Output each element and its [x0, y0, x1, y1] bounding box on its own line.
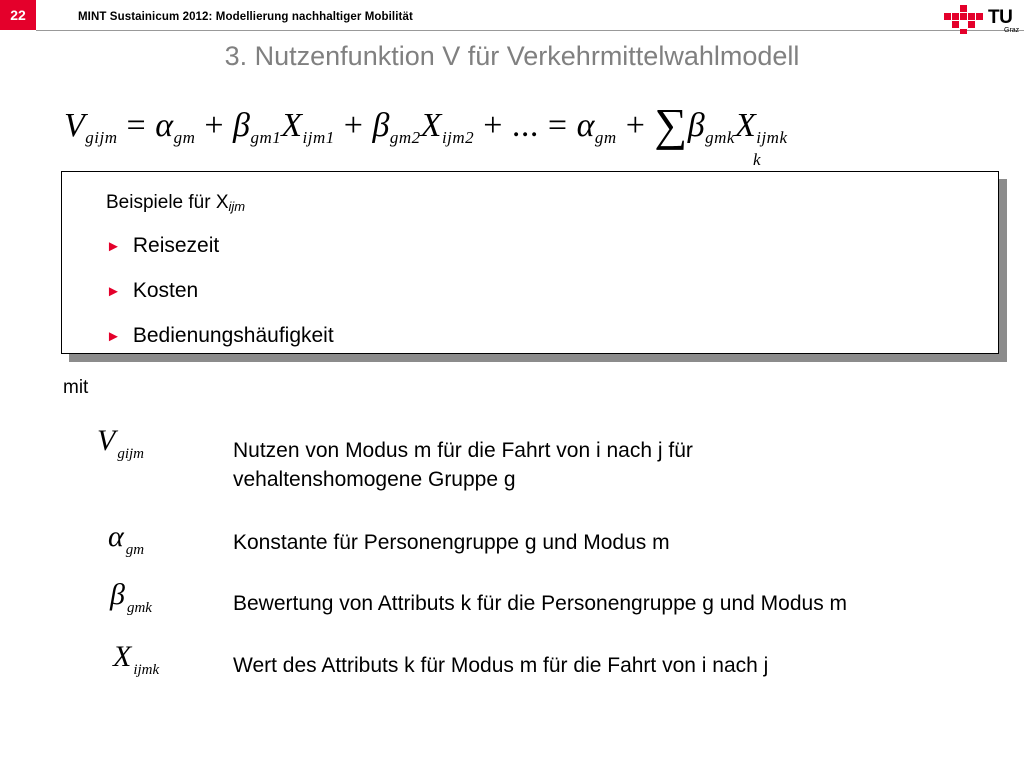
- formula-subscript: gm1: [250, 128, 282, 147]
- summation-sign: ∑: [654, 99, 688, 150]
- list-item: [106, 234, 219, 258]
- formula-symbol: β: [233, 107, 251, 144]
- formula-operator: +: [195, 107, 234, 144]
- list-item-label: Bedienungshäufigkeit: [132, 324, 334, 347]
- definition-symbol-base: X: [113, 640, 132, 673]
- formula-operator: +: [616, 107, 655, 144]
- definition-symbol: [113, 640, 159, 679]
- course-title: MINT Sustainicum 2012: Modellierung nachhaltiger Mobilität: [78, 11, 413, 23]
- formula-subscript: ijm2: [441, 128, 475, 147]
- formula-symbol: X: [734, 107, 757, 144]
- examples-heading: [106, 192, 245, 214]
- formula-subscript: gm: [594, 128, 617, 147]
- list-item: [106, 279, 198, 303]
- definition-symbol-base: V: [97, 424, 116, 457]
- formula-subscript: gmk: [705, 128, 735, 147]
- slide-title: 3. Nutzenfunktion V für Verkehrmittelwahlmodell: [224, 41, 800, 71]
- bullet-arrow-icon: ►: [106, 282, 121, 300]
- formula-subscript: gm2: [389, 128, 421, 147]
- formula-operator: =: [538, 107, 577, 144]
- examples-heading-text: Beispiele für X: [106, 192, 229, 213]
- formula-subscript: ijmk: [756, 128, 788, 147]
- definition-symbol-base: α: [108, 520, 124, 553]
- definition-symbol-subscript: gijm: [117, 446, 144, 462]
- definition-symbol: [108, 520, 144, 559]
- formula-symbol: X: [420, 107, 442, 144]
- formula-symbol: V: [64, 107, 86, 144]
- tu-graz-logo: [944, 5, 1020, 37]
- definition-symbol: [97, 424, 144, 463]
- list-item-label: Reisezeit: [132, 234, 220, 257]
- formula-symbol: α: [155, 107, 174, 144]
- formula-symbol: α: [576, 107, 595, 144]
- header-divider: [36, 30, 1024, 31]
- formula-operator: =: [117, 107, 156, 144]
- tu-graz-logo-mark: [944, 5, 988, 35]
- summation-index: k: [753, 150, 761, 169]
- formula-subscript: ijm1: [302, 128, 335, 147]
- logo-subtext: Graz: [1004, 27, 1020, 34]
- mit-label: mit: [63, 377, 89, 398]
- formula-subscript: gm: [173, 128, 196, 147]
- definition-symbol-subscript: ijmk: [133, 662, 160, 678]
- definition-text: Nutzen von Modus m für die Fahrt von i nach j für vehaltenshomogene Gruppe g: [233, 439, 693, 491]
- formula-operator: + ...: [474, 107, 539, 144]
- bullet-arrow-icon: ►: [106, 237, 121, 255]
- definition-symbol-subscript: gm: [125, 542, 145, 558]
- definition-symbol-subscript: gmk: [126, 600, 152, 616]
- formula-operator: +: [334, 107, 373, 144]
- examples-box: [61, 171, 999, 354]
- utility-formula: [64, 98, 788, 151]
- list-item: [106, 324, 334, 348]
- formula-symbol: X: [281, 107, 303, 144]
- examples-heading-subscript: ijm: [228, 199, 246, 214]
- formula-symbol: β: [687, 107, 706, 144]
- bullet-arrow-icon: ►: [106, 327, 121, 345]
- definition-symbol: [110, 578, 152, 617]
- definition-symbol-base: β: [110, 578, 125, 611]
- slide-number: 22: [0, 0, 36, 30]
- list-item-label: Kosten: [132, 279, 199, 302]
- definition-text: Konstante für Personengruppe g und Modus m: [233, 531, 670, 554]
- formula-subscript: gijm: [85, 128, 118, 147]
- logo-text: TU: [988, 7, 1013, 28]
- definition-text: Wert des Attributs k für Modus m für die Fahrt von i nach j: [233, 654, 769, 677]
- definition-text: Bewertung von Attributs k für die Personengruppe g und Modus m: [233, 592, 848, 615]
- formula-symbol: β: [372, 107, 390, 144]
